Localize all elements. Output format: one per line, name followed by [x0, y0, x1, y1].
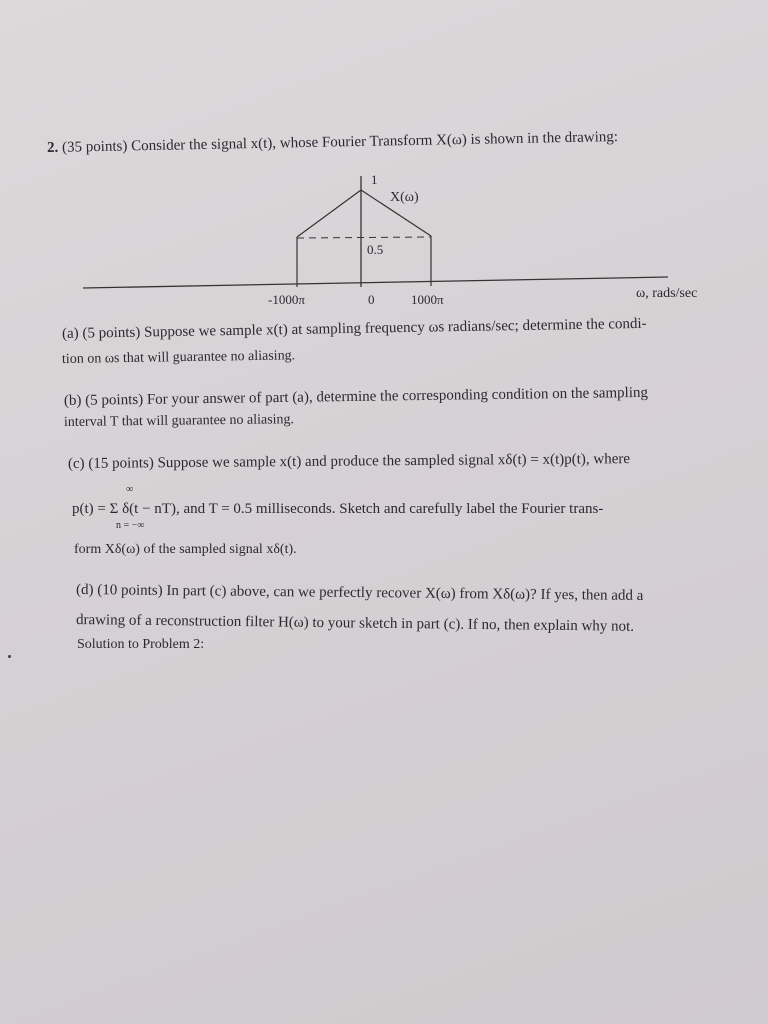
axis-unit-label: ω, rads/sec: [636, 286, 698, 301]
omega-axis: [83, 277, 668, 288]
half-level-label: 0.5: [367, 242, 384, 257]
solution-label: Solution to Problem 2:: [77, 637, 205, 652]
right-tick-label: 1000π: [411, 292, 444, 307]
problem-intro: (35 points) Consider the signal x(t), whose Fourier Transform X(ω) is shown in the drawing:: [61, 129, 619, 156]
part-a-line-2: tion on ωs that will guarantee no aliasing.: [61, 348, 296, 367]
problem-number: 2.: [46, 139, 59, 156]
part-a-line-1: (a) (5 points) Suppose we sample x(t) at sampling frequency ωs radians/sec; determine the condi-: [61, 315, 647, 342]
left-tick-label: -1000π: [268, 292, 305, 307]
part-c-line-1: (c) (15 points) Suppose we sample x(t) and produce the sampled signal xδ(t) = x(t)p(t), where: [67, 451, 631, 472]
part-d-line-1: (d) (10 points) In part (c) above, can we perfectly recover X(ω) from Xδ(ω)? If yes, then add a: [75, 582, 644, 604]
sum-upper-limit: ∞: [126, 484, 134, 495]
zero-tick-label: 0: [368, 292, 375, 307]
part-b-line-1: (b) (5 points) For your answer of part (a), determine the corresponding condition on the sampling: [63, 384, 649, 409]
margin-mark: [8, 655, 11, 658]
peak-label: 1: [371, 172, 378, 187]
curve-label: X(ω): [390, 190, 419, 205]
part-d-line-2: drawing of a reconstruction filter H(ω) to your sketch in part (c). If no, then explain why not.: [75, 612, 635, 635]
fourier-transform-figure: [0, 0, 768, 320]
part-b-line-2: interval T that will guarantee no aliasing.: [63, 412, 295, 430]
sum-lower-limit: n = −∞: [116, 520, 145, 531]
half-level-dash: [297, 237, 431, 238]
part-c-line-2: p(t) = Σ δ(t − nT), and T = 0.5 milliseconds. Sketch and carefully label the Fourier trans-: [72, 501, 604, 517]
part-c-line-3: form Xδ(ω) of the sampled signal xδ(t).: [74, 542, 297, 557]
left-slope: [297, 190, 361, 237]
